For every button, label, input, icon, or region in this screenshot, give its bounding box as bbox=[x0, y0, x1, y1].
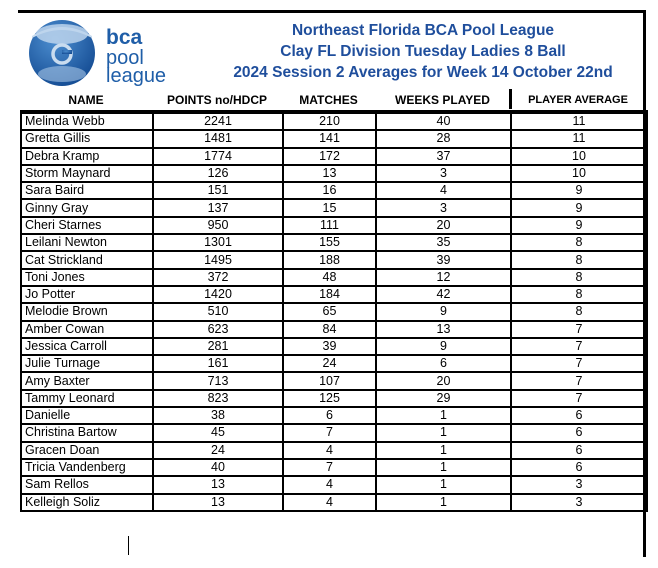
division-title: Clay FL Division Tuesday Ladies 8 Ball bbox=[280, 43, 566, 60]
matches-cell: 39 bbox=[283, 338, 376, 355]
table-row bbox=[21, 355, 647, 372]
points-cell: 281 bbox=[153, 338, 283, 355]
player-name: Toni Jones bbox=[21, 269, 153, 286]
points-cell: 372 bbox=[153, 269, 283, 286]
weeks-played-cell: 1 bbox=[376, 424, 511, 441]
player-name: Cat Strickland bbox=[21, 251, 153, 268]
logo-pool-text: pool bbox=[106, 47, 144, 69]
table-row bbox=[21, 407, 647, 424]
points-cell: 13 bbox=[153, 494, 283, 511]
player-name: Leilani Newton bbox=[21, 234, 153, 251]
weeks-played-cell: 20 bbox=[376, 217, 511, 234]
player-name: Jo Potter bbox=[21, 286, 153, 303]
weeks-played-cell: 39 bbox=[376, 251, 511, 268]
player-name: Julie Turnage bbox=[21, 355, 153, 372]
matches-cell: 4 bbox=[283, 494, 376, 511]
points-cell: 137 bbox=[153, 199, 283, 216]
table-row bbox=[21, 165, 647, 182]
column-header-name: NAME bbox=[68, 93, 104, 107]
column-header-matches: MATCHES bbox=[299, 93, 358, 107]
matches-cell: 7 bbox=[283, 459, 376, 476]
matches-cell: 125 bbox=[283, 390, 376, 407]
player-name: Gracen Doan bbox=[21, 442, 153, 459]
weeks-played-cell: 1 bbox=[376, 476, 511, 493]
points-cell: 38 bbox=[153, 407, 283, 424]
weeks-played-cell: 20 bbox=[376, 372, 511, 389]
weeks-played-cell: 40 bbox=[376, 112, 511, 130]
player-name: Amber Cowan bbox=[21, 321, 153, 338]
points-cell: 1774 bbox=[153, 148, 283, 165]
table-row bbox=[21, 148, 647, 165]
table-row bbox=[21, 286, 647, 303]
player-name: Tricia Vandenberg bbox=[21, 459, 153, 476]
player-average-cell: 8 bbox=[511, 286, 647, 303]
table-row bbox=[21, 251, 647, 268]
weeks-played-cell: 37 bbox=[376, 148, 511, 165]
points-cell: 161 bbox=[153, 355, 283, 372]
logo-league-text: league bbox=[106, 65, 167, 87]
player-name: Melodie Brown bbox=[21, 303, 153, 320]
points-cell: 713 bbox=[153, 372, 283, 389]
table-row bbox=[21, 390, 647, 407]
table-row bbox=[21, 459, 647, 476]
matches-cell: 4 bbox=[283, 442, 376, 459]
matches-cell: 16 bbox=[283, 182, 376, 199]
matches-cell: 65 bbox=[283, 303, 376, 320]
player-average-cell: 9 bbox=[511, 217, 647, 234]
player-average-cell: 10 bbox=[511, 165, 647, 182]
weeks-played-cell: 13 bbox=[376, 321, 511, 338]
player-average-cell: 7 bbox=[511, 321, 647, 338]
report-title-block bbox=[200, 20, 646, 83]
matches-cell: 6 bbox=[283, 407, 376, 424]
player-average-cell: 6 bbox=[511, 459, 647, 476]
player-name: Danielle bbox=[21, 407, 153, 424]
player-average-cell: 8 bbox=[511, 303, 647, 320]
points-cell: 1495 bbox=[153, 251, 283, 268]
table-row bbox=[21, 182, 647, 199]
table-row bbox=[21, 372, 647, 389]
points-cell: 45 bbox=[153, 424, 283, 441]
matches-cell: 111 bbox=[283, 217, 376, 234]
player-average-cell: 10 bbox=[511, 148, 647, 165]
points-cell: 950 bbox=[153, 217, 283, 234]
matches-cell: 7 bbox=[283, 424, 376, 441]
column-header-player-average: PLAYER AVERAGE bbox=[528, 94, 628, 106]
table-row bbox=[21, 321, 647, 338]
player-average-cell: 6 bbox=[511, 407, 647, 424]
weeks-played-cell: 4 bbox=[376, 182, 511, 199]
league-title: Northeast Florida BCA Pool League bbox=[291, 22, 555, 39]
points-cell: 510 bbox=[153, 303, 283, 320]
points-cell: 151 bbox=[153, 182, 283, 199]
player-average-cell: 8 bbox=[511, 251, 647, 268]
points-cell: 1481 bbox=[153, 130, 283, 147]
player-average-cell: 11 bbox=[511, 112, 647, 130]
weeks-played-cell: 1 bbox=[376, 442, 511, 459]
matches-cell: 155 bbox=[283, 234, 376, 251]
player-average-cell: 9 bbox=[511, 199, 647, 216]
weeks-played-cell: 29 bbox=[376, 390, 511, 407]
matches-cell: 4 bbox=[283, 476, 376, 493]
weeks-played-cell: 9 bbox=[376, 303, 511, 320]
weeks-played-cell: 6 bbox=[376, 355, 511, 372]
session-title: 2024 Session 2 Averages for Week 14 October 22nd bbox=[233, 64, 613, 81]
points-cell: 126 bbox=[153, 165, 283, 182]
table-row bbox=[21, 199, 647, 216]
player-average-cell: 7 bbox=[511, 390, 647, 407]
points-cell: 2241 bbox=[153, 112, 283, 130]
points-cell: 1420 bbox=[153, 286, 283, 303]
player-name: Tammy Leonard bbox=[21, 390, 153, 407]
points-cell: 1301 bbox=[153, 234, 283, 251]
weeks-played-cell: 3 bbox=[376, 165, 511, 182]
player-average-cell: 3 bbox=[511, 476, 647, 493]
player-average-cell: 9 bbox=[511, 182, 647, 199]
player-name: Storm Maynard bbox=[21, 165, 153, 182]
player-name: Debra Kramp bbox=[21, 148, 153, 165]
matches-cell: 188 bbox=[283, 251, 376, 268]
weeks-played-cell: 28 bbox=[376, 130, 511, 147]
matches-cell: 24 bbox=[283, 355, 376, 372]
table-row bbox=[21, 424, 647, 441]
weeks-played-cell: 35 bbox=[376, 234, 511, 251]
player-average-cell: 11 bbox=[511, 130, 647, 147]
matches-cell: 184 bbox=[283, 286, 376, 303]
table-row bbox=[21, 112, 647, 130]
matches-cell: 141 bbox=[283, 130, 376, 147]
matches-cell: 48 bbox=[283, 269, 376, 286]
player-average-cell: 7 bbox=[511, 372, 647, 389]
points-cell: 623 bbox=[153, 321, 283, 338]
player-name: Sam Rellos bbox=[21, 476, 153, 493]
player-name: Sara Baird bbox=[21, 182, 153, 199]
points-cell: 13 bbox=[153, 476, 283, 493]
weeks-played-cell: 12 bbox=[376, 269, 511, 286]
player-average-cell: 6 bbox=[511, 442, 647, 459]
matches-cell: 84 bbox=[283, 321, 376, 338]
table-row bbox=[21, 494, 647, 511]
column-header-weeks-played: WEEKS PLAYED bbox=[395, 93, 490, 107]
table-row bbox=[21, 303, 647, 320]
player-name: Cheri Starnes bbox=[21, 217, 153, 234]
player-name: Christina Bartow bbox=[21, 424, 153, 441]
table-row bbox=[21, 269, 647, 286]
matches-cell: 107 bbox=[283, 372, 376, 389]
cell-divider bbox=[128, 536, 129, 555]
weeks-played-cell: 9 bbox=[376, 338, 511, 355]
player-average-cell: 6 bbox=[511, 424, 647, 441]
logo-bca-text: bca bbox=[106, 26, 143, 49]
player-name: Gretta Gillis bbox=[21, 130, 153, 147]
table-row bbox=[21, 130, 647, 147]
player-average-cell: 8 bbox=[511, 234, 647, 251]
player-average-cell: 7 bbox=[511, 355, 647, 372]
weeks-played-cell: 3 bbox=[376, 199, 511, 216]
table-row bbox=[21, 338, 647, 355]
bca-pool-league-logo bbox=[24, 20, 184, 88]
matches-cell: 210 bbox=[283, 112, 376, 130]
points-cell: 823 bbox=[153, 390, 283, 407]
player-average-cell: 3 bbox=[511, 494, 647, 511]
weeks-played-cell: 1 bbox=[376, 494, 511, 511]
points-cell: 40 bbox=[153, 459, 283, 476]
player-name: Jessica Carroll bbox=[21, 338, 153, 355]
column-header-points: POINTS no/HDCP bbox=[166, 93, 267, 107]
averages-table bbox=[20, 110, 648, 512]
weeks-played-cell: 1 bbox=[376, 459, 511, 476]
table-row bbox=[21, 217, 647, 234]
frame-top-border bbox=[18, 10, 646, 13]
player-name: Amy Baxter bbox=[21, 372, 153, 389]
weeks-played-cell: 1 bbox=[376, 407, 511, 424]
matches-cell: 13 bbox=[283, 165, 376, 182]
weeks-played-cell: 42 bbox=[376, 286, 511, 303]
points-cell: 24 bbox=[153, 442, 283, 459]
player-name: Ginny Gray bbox=[21, 199, 153, 216]
player-average-cell: 7 bbox=[511, 338, 647, 355]
matches-cell: 15 bbox=[283, 199, 376, 216]
table-row bbox=[21, 234, 647, 251]
player-name: Melinda Webb bbox=[21, 112, 153, 130]
table-row bbox=[21, 476, 647, 493]
player-average-cell: 8 bbox=[511, 269, 647, 286]
player-name: Kelleigh Soliz bbox=[21, 494, 153, 511]
table-row bbox=[21, 442, 647, 459]
matches-cell: 172 bbox=[283, 148, 376, 165]
pool-ball-icon bbox=[24, 20, 184, 88]
